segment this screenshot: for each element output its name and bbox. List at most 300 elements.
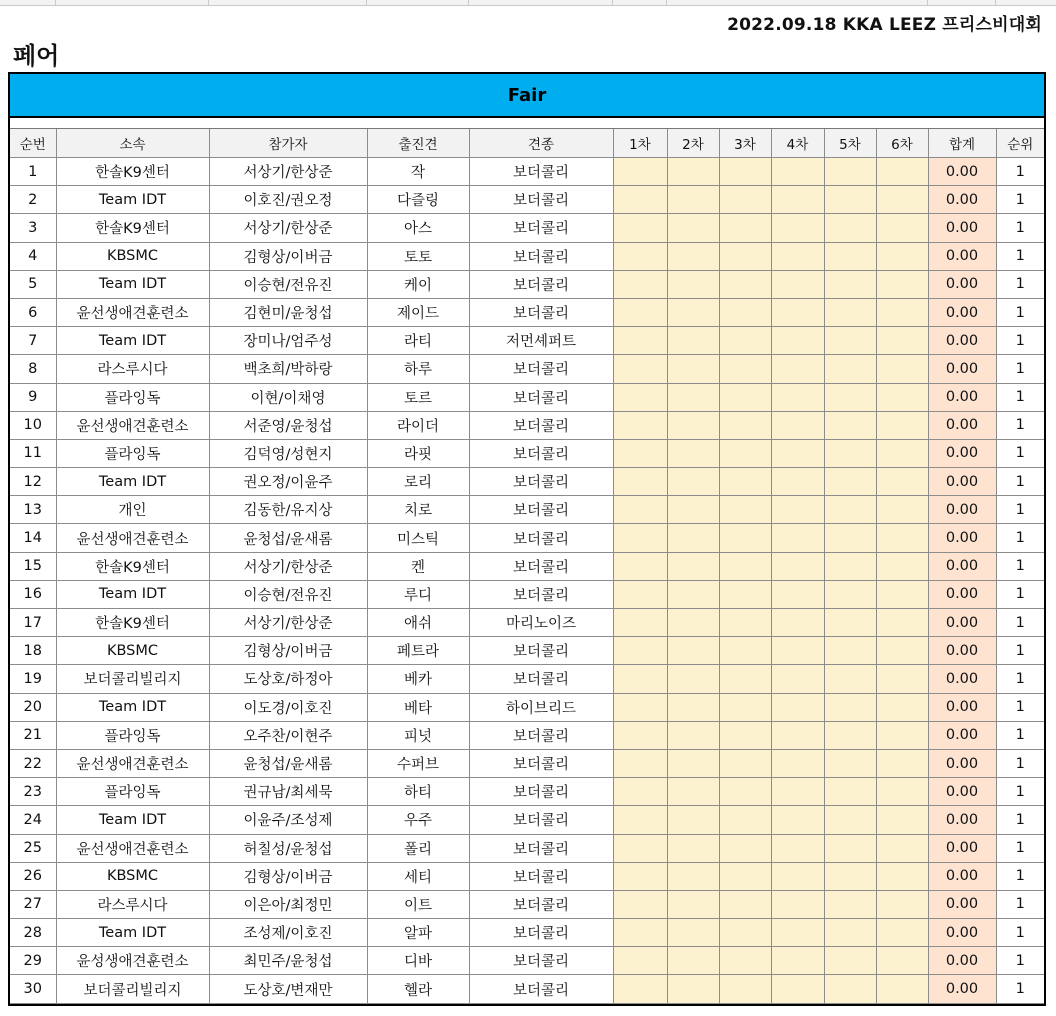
entry-number: 13	[10, 496, 56, 524]
round-4-score-cell[interactable]	[771, 496, 824, 524]
dog-cell: 제이드	[367, 298, 469, 326]
rank-cell: 1	[996, 468, 1044, 496]
table-row	[10, 242, 1044, 270]
total-cell: 0.00	[928, 721, 996, 749]
round-3-score-cell[interactable]	[719, 665, 771, 693]
round-3-score-cell[interactable]	[719, 834, 771, 862]
round-2-score-cell[interactable]	[667, 834, 719, 862]
dog-cell: 루디	[367, 580, 469, 608]
round-6-score-cell[interactable]	[876, 383, 928, 411]
round-1-score-cell[interactable]	[613, 947, 667, 975]
round-4-score-cell[interactable]	[771, 524, 824, 552]
round-1-score-cell[interactable]	[613, 862, 667, 890]
round-2-score-cell[interactable]	[667, 186, 719, 214]
round-6-score-cell[interactable]	[876, 524, 928, 552]
round-6-score-cell[interactable]	[876, 834, 928, 862]
total-cell: 0.00	[928, 186, 996, 214]
round-4-score-cell[interactable]	[771, 552, 824, 580]
round-4-score-cell[interactable]	[771, 806, 824, 834]
dog-cell: 토르	[367, 383, 469, 411]
round-5-score-cell[interactable]	[824, 721, 876, 749]
table-row	[10, 862, 1044, 890]
round-4-score-cell[interactable]	[771, 749, 824, 777]
table-row	[10, 327, 1044, 355]
section-title: 페어	[13, 42, 60, 70]
round-3-score-cell[interactable]	[719, 383, 771, 411]
round-6-score-cell[interactable]	[876, 749, 928, 777]
strip-divider	[612, 0, 613, 5]
entry-number: 8	[10, 355, 56, 383]
round-4-score-cell[interactable]	[771, 890, 824, 918]
round-6-score-cell[interactable]	[876, 778, 928, 806]
entry-number: 6	[10, 298, 56, 326]
round-2-score-cell[interactable]	[667, 580, 719, 608]
round-1-score-cell[interactable]	[613, 355, 667, 383]
round-4-score-cell[interactable]	[771, 862, 824, 890]
round-5-score-cell[interactable]	[824, 439, 876, 467]
col-round1-header: 1차	[613, 129, 667, 158]
round-2-score-cell[interactable]	[667, 806, 719, 834]
round-3-score-cell[interactable]	[719, 637, 771, 665]
table-row	[10, 806, 1044, 834]
round-1-score-cell[interactable]	[613, 778, 667, 806]
breed-cell: 보더콜리	[469, 665, 613, 693]
total-cell: 0.00	[928, 637, 996, 665]
round-3-score-cell[interactable]	[719, 806, 771, 834]
round-3-score-cell[interactable]	[719, 158, 771, 186]
round-4-score-cell[interactable]	[771, 186, 824, 214]
breed-cell: 보더콜리	[469, 298, 613, 326]
round-3-score-cell[interactable]	[719, 327, 771, 355]
dog-cell: 폴리	[367, 834, 469, 862]
round-2-score-cell[interactable]	[667, 919, 719, 947]
table-row	[10, 158, 1044, 186]
rank-cell: 1	[996, 270, 1044, 298]
round-3-score-cell[interactable]	[719, 214, 771, 242]
team-cell: 플라잉독	[56, 721, 209, 749]
participant-cell: 이승현/전유진	[209, 580, 367, 608]
round-5-score-cell[interactable]	[824, 975, 876, 1003]
round-5-score-cell[interactable]	[824, 327, 876, 355]
round-6-score-cell[interactable]	[876, 890, 928, 918]
round-1-score-cell[interactable]	[613, 327, 667, 355]
round-1-score-cell[interactable]	[613, 665, 667, 693]
round-5-score-cell[interactable]	[824, 468, 876, 496]
breed-cell: 보더콜리	[469, 214, 613, 242]
total-cell: 0.00	[928, 919, 996, 947]
breed-cell: 보더콜리	[469, 496, 613, 524]
round-5-score-cell[interactable]	[824, 580, 876, 608]
round-5-score-cell[interactable]	[824, 834, 876, 862]
team-cell: 윤선생애견훈련소	[56, 749, 209, 777]
participant-cell: 서상기/한상준	[209, 609, 367, 637]
entry-number: 1	[10, 158, 56, 186]
strip-divider	[995, 0, 996, 5]
rank-cell: 1	[996, 298, 1044, 326]
round-5-score-cell[interactable]	[824, 186, 876, 214]
rank-cell: 1	[996, 834, 1044, 862]
round-2-score-cell[interactable]	[667, 524, 719, 552]
table-row	[10, 721, 1044, 749]
round-3-score-cell[interactable]	[719, 186, 771, 214]
round-3-score-cell[interactable]	[719, 749, 771, 777]
round-6-score-cell[interactable]	[876, 580, 928, 608]
round-5-score-cell[interactable]	[824, 778, 876, 806]
round-5-score-cell[interactable]	[824, 947, 876, 975]
participant-cell: 이윤주/조성제	[209, 806, 367, 834]
round-4-score-cell[interactable]	[771, 947, 824, 975]
round-3-score-cell[interactable]	[719, 778, 771, 806]
round-5-score-cell[interactable]	[824, 665, 876, 693]
breed-cell: 저먼셰퍼트	[469, 327, 613, 355]
round-6-score-cell[interactable]	[876, 862, 928, 890]
round-3-score-cell[interactable]	[719, 947, 771, 975]
entry-number: 5	[10, 270, 56, 298]
round-2-score-cell[interactable]	[667, 552, 719, 580]
col-breed-header: 견종	[469, 129, 613, 158]
round-2-score-cell[interactable]	[667, 298, 719, 326]
round-1-score-cell[interactable]	[613, 806, 667, 834]
round-2-score-cell[interactable]	[667, 778, 719, 806]
round-3-score-cell[interactable]	[719, 411, 771, 439]
team-cell: Team IDT	[56, 468, 209, 496]
col-total-header: 합계	[928, 129, 996, 158]
round-1-score-cell[interactable]	[613, 270, 667, 298]
round-4-score-cell[interactable]	[771, 665, 824, 693]
round-4-score-cell[interactable]	[771, 721, 824, 749]
round-1-score-cell[interactable]	[613, 552, 667, 580]
team-cell: 한솔K9센터	[56, 158, 209, 186]
rank-cell: 1	[996, 637, 1044, 665]
breed-cell: 보더콜리	[469, 552, 613, 580]
rank-cell: 1	[996, 327, 1044, 355]
team-cell: Team IDT	[56, 327, 209, 355]
round-2-score-cell[interactable]	[667, 496, 719, 524]
round-2-score-cell[interactable]	[667, 749, 719, 777]
breed-cell: 보더콜리	[469, 862, 613, 890]
round-4-score-cell[interactable]	[771, 298, 824, 326]
round-1-score-cell[interactable]	[613, 749, 667, 777]
round-3-score-cell[interactable]	[719, 270, 771, 298]
round-2-score-cell[interactable]	[667, 270, 719, 298]
round-6-score-cell[interactable]	[876, 186, 928, 214]
rank-cell: 1	[996, 411, 1044, 439]
round-6-score-cell[interactable]	[876, 665, 928, 693]
breed-cell: 보더콜리	[469, 411, 613, 439]
round-6-score-cell[interactable]	[876, 327, 928, 355]
round-6-score-cell[interactable]	[876, 721, 928, 749]
breed-cell: 보더콜리	[469, 439, 613, 467]
table-row	[10, 524, 1044, 552]
round-3-score-cell[interactable]	[719, 721, 771, 749]
round-3-score-cell[interactable]	[719, 496, 771, 524]
round-5-score-cell[interactable]	[824, 919, 876, 947]
team-cell: KBSMC	[56, 862, 209, 890]
table-row	[10, 552, 1044, 580]
round-3-score-cell[interactable]	[719, 468, 771, 496]
round-1-score-cell[interactable]	[613, 834, 667, 862]
round-1-score-cell[interactable]	[613, 919, 667, 947]
round-3-score-cell[interactable]	[719, 298, 771, 326]
table-row	[10, 270, 1044, 298]
table-row	[10, 947, 1044, 975]
total-cell: 0.00	[928, 242, 996, 270]
table-row	[10, 890, 1044, 918]
round-4-score-cell[interactable]	[771, 778, 824, 806]
round-3-score-cell[interactable]	[719, 580, 771, 608]
round-5-score-cell[interactable]	[824, 411, 876, 439]
round-1-score-cell[interactable]	[613, 214, 667, 242]
round-5-score-cell[interactable]	[824, 270, 876, 298]
table-row	[10, 693, 1044, 721]
table-row	[10, 975, 1044, 1003]
breed-cell: 보더콜리	[469, 158, 613, 186]
round-2-score-cell[interactable]	[667, 214, 719, 242]
total-cell: 0.00	[928, 327, 996, 355]
score-sheet	[8, 72, 1046, 1006]
participant-cell: 서준영/윤청섭	[209, 411, 367, 439]
round-6-score-cell[interactable]	[876, 552, 928, 580]
round-2-score-cell[interactable]	[667, 975, 719, 1003]
round-6-score-cell[interactable]	[876, 609, 928, 637]
round-4-score-cell[interactable]	[771, 411, 824, 439]
total-cell: 0.00	[928, 468, 996, 496]
strip-divider	[55, 0, 56, 5]
dog-cell: 알파	[367, 919, 469, 947]
entry-number: 22	[10, 749, 56, 777]
round-5-score-cell[interactable]	[824, 496, 876, 524]
rank-cell: 1	[996, 214, 1044, 242]
round-2-score-cell[interactable]	[667, 383, 719, 411]
team-cell: 플라잉독	[56, 439, 209, 467]
breed-cell: 보더콜리	[469, 242, 613, 270]
round-2-score-cell[interactable]	[667, 355, 719, 383]
round-2-score-cell[interactable]	[667, 721, 719, 749]
round-1-score-cell[interactable]	[613, 411, 667, 439]
round-2-score-cell[interactable]	[667, 693, 719, 721]
rank-cell: 1	[996, 186, 1044, 214]
round-1-score-cell[interactable]	[613, 158, 667, 186]
round-6-score-cell[interactable]	[876, 158, 928, 186]
rank-cell: 1	[996, 693, 1044, 721]
round-2-score-cell[interactable]	[667, 947, 719, 975]
round-4-score-cell[interactable]	[771, 637, 824, 665]
rank-cell: 1	[996, 524, 1044, 552]
round-3-score-cell[interactable]	[719, 919, 771, 947]
round-2-score-cell[interactable]	[667, 468, 719, 496]
participant-cell: 김현미/윤청섭	[209, 298, 367, 326]
dog-cell: 라핏	[367, 439, 469, 467]
col-round2-header: 2차	[667, 129, 719, 158]
table-row	[10, 637, 1044, 665]
table-row	[10, 355, 1044, 383]
round-5-score-cell[interactable]	[824, 806, 876, 834]
round-1-score-cell[interactable]	[613, 468, 667, 496]
entry-number: 30	[10, 975, 56, 1003]
round-4-score-cell[interactable]	[771, 919, 824, 947]
round-3-score-cell[interactable]	[719, 862, 771, 890]
dog-cell: 하루	[367, 355, 469, 383]
round-3-score-cell[interactable]	[719, 975, 771, 1003]
total-cell: 0.00	[928, 439, 996, 467]
total-cell: 0.00	[928, 834, 996, 862]
round-4-score-cell[interactable]	[771, 834, 824, 862]
round-1-score-cell[interactable]	[613, 383, 667, 411]
round-3-score-cell[interactable]	[719, 693, 771, 721]
round-5-score-cell[interactable]	[824, 609, 876, 637]
entry-number: 28	[10, 919, 56, 947]
dog-cell: 치로	[367, 496, 469, 524]
round-5-score-cell[interactable]	[824, 862, 876, 890]
participant-cell: 서상기/한상준	[209, 158, 367, 186]
round-4-score-cell[interactable]	[771, 580, 824, 608]
round-6-score-cell[interactable]	[876, 242, 928, 270]
round-4-score-cell[interactable]	[771, 270, 824, 298]
round-5-score-cell[interactable]	[824, 524, 876, 552]
team-cell: 윤선생애견훈련소	[56, 411, 209, 439]
participant-cell: 김동한/유지상	[209, 496, 367, 524]
total-cell: 0.00	[928, 524, 996, 552]
round-1-score-cell[interactable]	[613, 637, 667, 665]
round-1-score-cell[interactable]	[613, 242, 667, 270]
rank-cell: 1	[996, 919, 1044, 947]
round-2-score-cell[interactable]	[667, 242, 719, 270]
round-6-score-cell[interactable]	[876, 214, 928, 242]
rank-cell: 1	[996, 496, 1044, 524]
round-2-score-cell[interactable]	[667, 609, 719, 637]
round-5-score-cell[interactable]	[824, 552, 876, 580]
round-4-score-cell[interactable]	[771, 383, 824, 411]
round-2-score-cell[interactable]	[667, 158, 719, 186]
table-row	[10, 749, 1044, 777]
round-3-score-cell[interactable]	[719, 242, 771, 270]
round-4-score-cell[interactable]	[771, 242, 824, 270]
round-6-score-cell[interactable]	[876, 468, 928, 496]
round-2-score-cell[interactable]	[667, 862, 719, 890]
round-5-score-cell[interactable]	[824, 693, 876, 721]
round-5-score-cell[interactable]	[824, 355, 876, 383]
round-2-score-cell[interactable]	[667, 665, 719, 693]
round-5-score-cell[interactable]	[824, 890, 876, 918]
col-round4-header: 4차	[771, 129, 824, 158]
round-2-score-cell[interactable]	[667, 637, 719, 665]
round-4-score-cell[interactable]	[771, 439, 824, 467]
round-6-score-cell[interactable]	[876, 298, 928, 326]
team-cell: 한솔K9센터	[56, 609, 209, 637]
table-row	[10, 439, 1044, 467]
round-6-score-cell[interactable]	[876, 806, 928, 834]
round-4-score-cell[interactable]	[771, 158, 824, 186]
round-3-score-cell[interactable]	[719, 890, 771, 918]
entry-number: 24	[10, 806, 56, 834]
round-6-score-cell[interactable]	[876, 439, 928, 467]
round-5-score-cell[interactable]	[824, 242, 876, 270]
round-6-score-cell[interactable]	[876, 411, 928, 439]
entry-number: 25	[10, 834, 56, 862]
round-2-score-cell[interactable]	[667, 411, 719, 439]
round-1-score-cell[interactable]	[613, 186, 667, 214]
round-5-score-cell[interactable]	[824, 158, 876, 186]
round-3-score-cell[interactable]	[719, 355, 771, 383]
entry-number: 12	[10, 468, 56, 496]
round-4-score-cell[interactable]	[771, 355, 824, 383]
entry-number: 29	[10, 947, 56, 975]
round-6-score-cell[interactable]	[876, 270, 928, 298]
breed-cell: 보더콜리	[469, 524, 613, 552]
participant-cell: 도상호/하정아	[209, 665, 367, 693]
round-2-score-cell[interactable]	[667, 890, 719, 918]
round-1-score-cell[interactable]	[613, 298, 667, 326]
round-4-score-cell[interactable]	[771, 327, 824, 355]
dog-cell: 애쉬	[367, 609, 469, 637]
round-2-score-cell[interactable]	[667, 327, 719, 355]
breed-cell: 보더콜리	[469, 355, 613, 383]
participant-cell: 조성제/이호진	[209, 919, 367, 947]
round-4-score-cell[interactable]	[771, 609, 824, 637]
participant-cell: 서상기/한상준	[209, 552, 367, 580]
table-row	[10, 609, 1044, 637]
round-4-score-cell[interactable]	[771, 693, 824, 721]
round-1-score-cell[interactable]	[613, 496, 667, 524]
round-1-score-cell[interactable]	[613, 721, 667, 749]
round-5-score-cell[interactable]	[824, 298, 876, 326]
round-1-score-cell[interactable]	[613, 609, 667, 637]
round-1-score-cell[interactable]	[613, 439, 667, 467]
round-1-score-cell[interactable]	[613, 580, 667, 608]
round-6-score-cell[interactable]	[876, 975, 928, 1003]
round-2-score-cell[interactable]	[667, 439, 719, 467]
total-cell: 0.00	[928, 383, 996, 411]
round-4-score-cell[interactable]	[771, 468, 824, 496]
round-1-score-cell[interactable]	[613, 524, 667, 552]
round-1-score-cell[interactable]	[613, 693, 667, 721]
round-6-score-cell[interactable]	[876, 947, 928, 975]
col-rank-header: 순위	[996, 129, 1044, 158]
rank-cell: 1	[996, 778, 1044, 806]
round-6-score-cell[interactable]	[876, 919, 928, 947]
strip-divider	[208, 0, 209, 5]
dog-cell: 켄	[367, 552, 469, 580]
round-3-score-cell[interactable]	[719, 552, 771, 580]
rank-cell: 1	[996, 862, 1044, 890]
team-cell: 보더콜리빌리지	[56, 665, 209, 693]
round-6-score-cell[interactable]	[876, 355, 928, 383]
round-3-score-cell[interactable]	[719, 524, 771, 552]
round-6-score-cell[interactable]	[876, 693, 928, 721]
col-dog-header: 출진견	[367, 129, 469, 158]
spreadsheet-top-strip	[0, 0, 1056, 6]
table-row	[10, 468, 1044, 496]
round-5-score-cell[interactable]	[824, 749, 876, 777]
team-cell: Team IDT	[56, 580, 209, 608]
round-5-score-cell[interactable]	[824, 214, 876, 242]
round-6-score-cell[interactable]	[876, 637, 928, 665]
round-1-score-cell[interactable]	[613, 890, 667, 918]
round-3-score-cell[interactable]	[719, 439, 771, 467]
round-1-score-cell[interactable]	[613, 975, 667, 1003]
round-6-score-cell[interactable]	[876, 496, 928, 524]
breed-cell: 보더콜리	[469, 468, 613, 496]
round-3-score-cell[interactable]	[719, 609, 771, 637]
round-5-score-cell[interactable]	[824, 637, 876, 665]
breed-cell: 보더콜리	[469, 778, 613, 806]
round-5-score-cell[interactable]	[824, 383, 876, 411]
dog-cell: 아스	[367, 214, 469, 242]
dog-cell: 베타	[367, 693, 469, 721]
round-4-score-cell[interactable]	[771, 214, 824, 242]
participant-cell: 장미나/엄주성	[209, 327, 367, 355]
round-4-score-cell[interactable]	[771, 975, 824, 1003]
